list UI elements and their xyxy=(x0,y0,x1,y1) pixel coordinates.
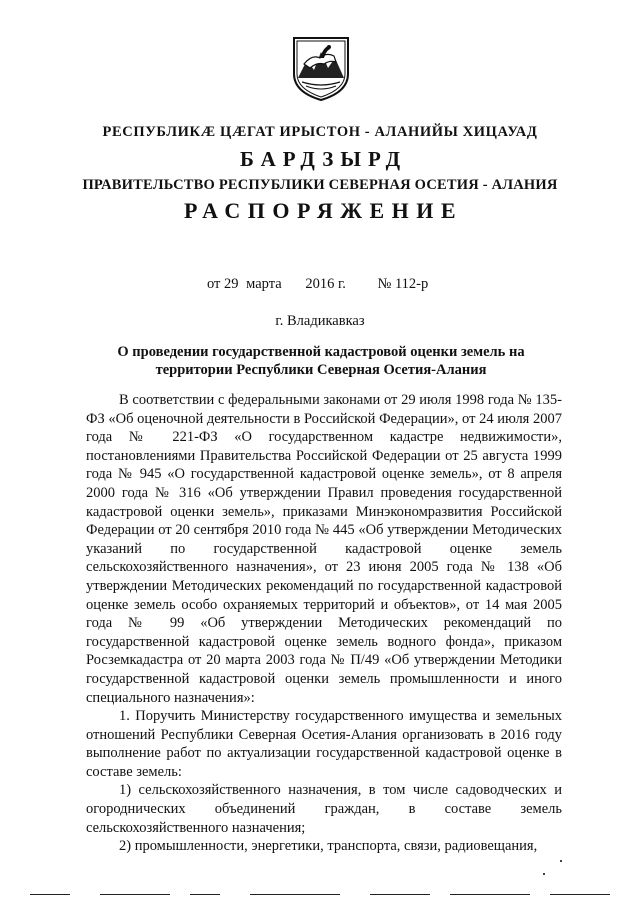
scan-speck xyxy=(543,873,545,875)
date-year: 2016 г. xyxy=(305,276,346,292)
coat-of-arms-emblem xyxy=(290,34,352,102)
document-type-heading: РАСПОРЯЖЕНИЕ xyxy=(183,198,464,223)
item-1-paragraph: 1. Поручить Министерству государственного имущества и земельных отношений Республики Северная Осетия-Алания организовать в 2016 году выполнение работ по актуализации государственной кадастровой оценке в составе земель: xyxy=(86,708,562,780)
date-month: марта xyxy=(246,276,282,292)
scan-speck xyxy=(560,860,562,862)
header-ossetian-decree: БАРДЗЫРД xyxy=(239,147,408,171)
subitem-1-paragraph: 1) сельскохозяйственного назначения, в том числе садоводческих и огороднических объединений граждан, в составе земель сельскохозяйственного назначения; xyxy=(86,782,562,836)
document-title: О проведении государственной кадастровой оценки земель на территории Республики Северная Осетия-Алания xyxy=(117,344,525,378)
date-line xyxy=(207,276,428,293)
scan-bottom-edge xyxy=(20,892,620,898)
city-line: г. Владикавказ xyxy=(275,313,365,329)
subitem-2-paragraph: 2) промышленности, энергетики, транспорта, связи, радиовещания, xyxy=(119,838,538,855)
preamble-paragraph: В соответствии с федеральными законами от 29 июля 1998 года № 135-ФЗ «Об оценочной деятельности в Российской Федерации», от 24 июля 2007 года № 221-ФЗ «О государственном кадастре недвижимости», постановлениями Правительства Российской Федерации от 25 августа 1999 года № 945 «О государственной кадастровой оценке земель», от 8 апреля 2000 года № 316 «Об утверждении Правил проведения государственной кадастровой оценки земель», приказами Минэкономразвития Российской Федерации от 20 сентября 2010 года № 445 «Об утверждении Методических указаний по государственной кадастровой оценке земель сельскохозяйственного назначения», от 23 июня 2005 года № 138 «Об утверждении Методических рекомендаций по государственной кадастровой оценке земель особо охраняемых территорий и объектов», от 14 мая 2005 года № 99 «Об утверждении Методических рекомендаций по государственной кадастровой оценке земель водного фонда», приказом Росземкадастра от 20 марта 2003 года № П/49 «Об утверждении Методики государственной кадастровой оценки земель промышленности и иного специального назначения»: xyxy=(86,392,562,706)
header-russian-government: ПРАВИТЕЛЬСТВО РЕСПУБЛИКИ СЕВЕРНАЯ ОСЕТИЯ - АЛАНИЯ xyxy=(82,177,558,193)
document-body xyxy=(86,391,562,856)
header-ossetian-government: РЕСПУБЛИКӔ ЦӔГАТ ИРЫСТОН - АЛАНИЙЫ ХИЦАУАД xyxy=(102,124,538,140)
date-day: от 29 xyxy=(207,276,239,292)
document-number: № 112-р xyxy=(377,276,429,292)
